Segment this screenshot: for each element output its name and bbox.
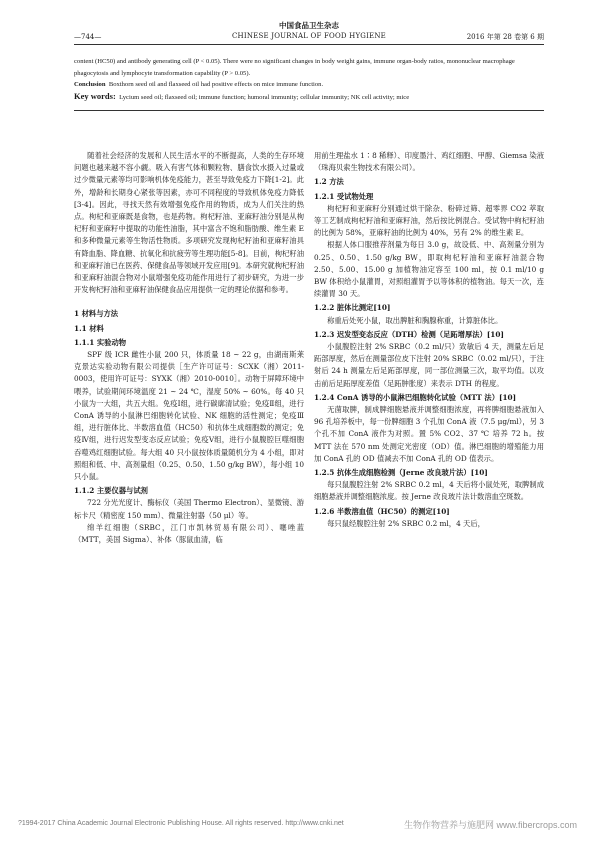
abstract-conclusion	[74, 79, 544, 91]
left-column	[74, 150, 304, 546]
section-heading: 1.2.1 受试物处理	[314, 191, 374, 201]
abstract-results: content (HC50) and antibody generating cell (P < 0.05). There were no significant changes in body weight gains, immune organ-body ratios, mononuclear macrophage phagocytosis and lymphocyte transformation capability (P > 0.05).	[74, 58, 515, 77]
journal-title-cn: 中国食品卫生杂志	[279, 21, 339, 30]
page-number: —744—	[74, 33, 102, 41]
right-column	[314, 150, 544, 530]
section-heading: 1.2.2 脏体比测定[10]	[314, 303, 391, 313]
keywords-text: Lycium seed oil; flaxseed oil; immune function; humoral immunity; cellular immunity; NK cell activity; mice	[119, 93, 410, 101]
abstract-block	[74, 56, 544, 111]
journal-title-en: CHINESE JOURNAL OF FOOD HYGIENE	[232, 32, 386, 40]
paragraph: SPF 级 ICR 雌性小鼠 200 只，体质量 18 ~ 22 g，由湖南斯莱克景达实验动物有限公司提供［生产许可证号：SCXK（湘）2011-0003，使用许可证号：SYXK（湘）2010-0010］。动物于屏障环境中喂养，试验期间环境温度 21 ~ 24 ℃，湿度 50% ~ 60%。每 40 只小鼠为一大组，共五大组。免疫Ⅰ组，进行碳廓清试验；免疫Ⅱ组，进行 ConA 诱导的小鼠淋巴细胞转化试验、NK 细胞的活性测定；免疫Ⅲ组，进行脏体比、半数溶血值（HC50）和抗体生成细胞数的测定；免疫Ⅳ组，进行迟发型变态反应试验；免疫Ⅴ组，进行小鼠腹腔巨噬细胞吞噬鸡红细胞试验。每大组 40 只小鼠按体质量随机分为 4 小组，即对照组和低、中、高剂量组（0.25、0.50、1.50 g/kg BW），每小组 10 只小鼠。	[74, 350, 304, 482]
copyright-text: ?1994-2017 China Academic Journal Electronic Publishing House. All rights reserved. http://www.cnki.net	[18, 820, 344, 827]
section-heading: 1.2.5 抗体生成细胞检测（Jerne 改良玻片法）[10]	[314, 468, 488, 478]
section-heading: 1.1.1 实验动物	[74, 337, 127, 347]
paragraph: 722 分光光度计、酶标仪（美国 Thermo Electron）、显微镜、游标卡尺（精密度 150 mm）、微量注射器（50 μl）等。	[74, 498, 304, 520]
spacer	[74, 296, 304, 306]
paragraph: 小鼠腹腔注射 2% SRBC（0.2 ml/只）致敏后 4 天，测量左后足跖部厚度，然后在测量部位皮下注射 20% SRBC（0.02 ml/只），于注射后 24 h 测量左后足跖部厚度，同一部位测量三次，取平均值。以攻击前后足跖厚度差值（足跖肿胀度）来表示 DTH 的程度。	[314, 342, 544, 388]
keywords	[74, 91, 544, 104]
section-heading: 1.2.3 迟发型变态反应（DTH）检测（足跖增厚法）[10]	[314, 329, 504, 339]
section-heading: 1.2 方法	[314, 177, 344, 187]
issue-info: 2016 年第 28 卷第 6 期	[466, 33, 544, 41]
keywords-label: Key words:	[74, 90, 116, 101]
paragraph: 绵羊红细胞（SRBC，江门市凯林贸易有限公司）、噻唑蓝（MTT，美国 Sigma）、补体（豚鼠血清，临	[74, 522, 304, 545]
page-footer	[18, 820, 577, 830]
conclusion-text: Boxthorn seed oil and flaxseed oil had positive effects on mice immune function.	[108, 81, 324, 88]
section-heading: 1 材料与方法	[74, 309, 119, 319]
conclusion-label: Conclusion	[74, 81, 106, 88]
page-header	[74, 20, 544, 50]
section-heading: 1.2.4 ConA 诱导的小鼠淋巴细胞转化试验（MTT 法）[10]	[314, 392, 517, 402]
paragraph: 用前生理盐水 1∶8 稀释）、印度墨汁、鸡红细胞、甲醇、Giemsa 染液（珠海贝索生物技术有限公司）。	[314, 151, 544, 173]
watermark: 生物作物营养与施肥网 www.fibercrops.com	[403, 820, 577, 830]
paragraph: 枸杞籽和亚麻籽分别通过烘干除杂、粉碎过筛、超零界 CO2 萃取等工艺制成枸杞籽油和亚麻籽油，然后按比例混合。受试物中枸杞籽油的比例为 58%，亚麻籽油的比例为 40%，另有 2% 的维生素 E。	[314, 203, 544, 238]
paragraph: 每只鼠经腹腔注射 2% SRBC 0.2 ml，4 天后，	[327, 518, 485, 528]
paragraph: 根据人体口服推荐剂量为每日 3.0 g，故设低、中、高剂量分别为 0.25、0.50、1.50 g/kg BW，即取枸杞籽油和亚麻籽油混合物 2.50、5.00、15.00 g 加植物油定容至 100 ml，按 0.1 ml/10 g BW 体积给小鼠灌胃，对照组灌胃予以等体积的植物油。每天一次，连续灌胃 30 天。	[314, 240, 544, 299]
paragraph: 随着社会经济的发展和人民生活水平的不断提高，人类的生存环境问题也越来越不容小觑。吸入有害气体和颗粒物、膳食饮水摄入过量或过少微量元素等均可影响机体免疫能力，甚至导致免疫力下降[1-2]。此外，增龄和长期身心紧张等因素，亦可不同程度的导致机体免疫力降低[3-4]。因此，寻找天然有效增强免疫作用的物质，成为人们关注的热点。枸杞和亚麻既是食物，也是药物。枸杞籽油、亚麻籽油分别是从枸杞籽和亚麻籽中提取的功能性油脂，其中富含不饱和脂肪酸、维生素 E 和多种微量元素等生物活性物质。多项研究发现枸杞籽油和亚麻籽油具有降血脂、降血糖、抗氧化和抗疲劳等生理功能[5-8]。目前，枸杞籽油和亚麻籽油已在医药、保健食品等领域开发应用[9]。本研究就枸杞籽油和亚麻籽油混合物对小鼠增强免疫功能作用进行了初步研究，为进一步开发枸杞籽油和亚麻籽油保健食品应用提供一定的理论依据和参考。	[74, 151, 304, 295]
section-heading: 1.1 材料	[74, 323, 104, 333]
header-rule	[74, 44, 544, 45]
section-heading: 1.2.6 半数溶血值（HC50）的测定[10]	[314, 506, 450, 516]
abstract-rule	[74, 110, 544, 111]
paragraph: 称重后处死小鼠，取出脾脏和胸腺称重，计算脏体比。	[327, 315, 503, 325]
paragraph: 无菌取脾，制成脾细胞悬液并调整细胞浓度，再将脾细胞悬液加入 96 孔培养板中，每一份脾细胞 3 个孔加 ConA 液（7.5 μg/ml），另 3 个孔不加 ConA 液作为对照。置 5% CO2、37 ℃ 培养 72 h。按 MTT 法在 570 nm 处测定光密度（OD）值。淋巴细胞的增殖能力用加 ConA 孔的 OD 值减去不加 ConA 孔的 OD 值表示。	[314, 405, 544, 463]
section-heading: 1.1.2 主要仪器与试剂	[74, 486, 148, 496]
paragraph: 每只鼠腹腔注射 2% SRBC 0.2 ml，4 天后将小鼠处死，取脾制成细胞悬液并调整细胞浓度。按 Jerne 改良玻片法计数溶血空斑数。	[314, 480, 544, 502]
